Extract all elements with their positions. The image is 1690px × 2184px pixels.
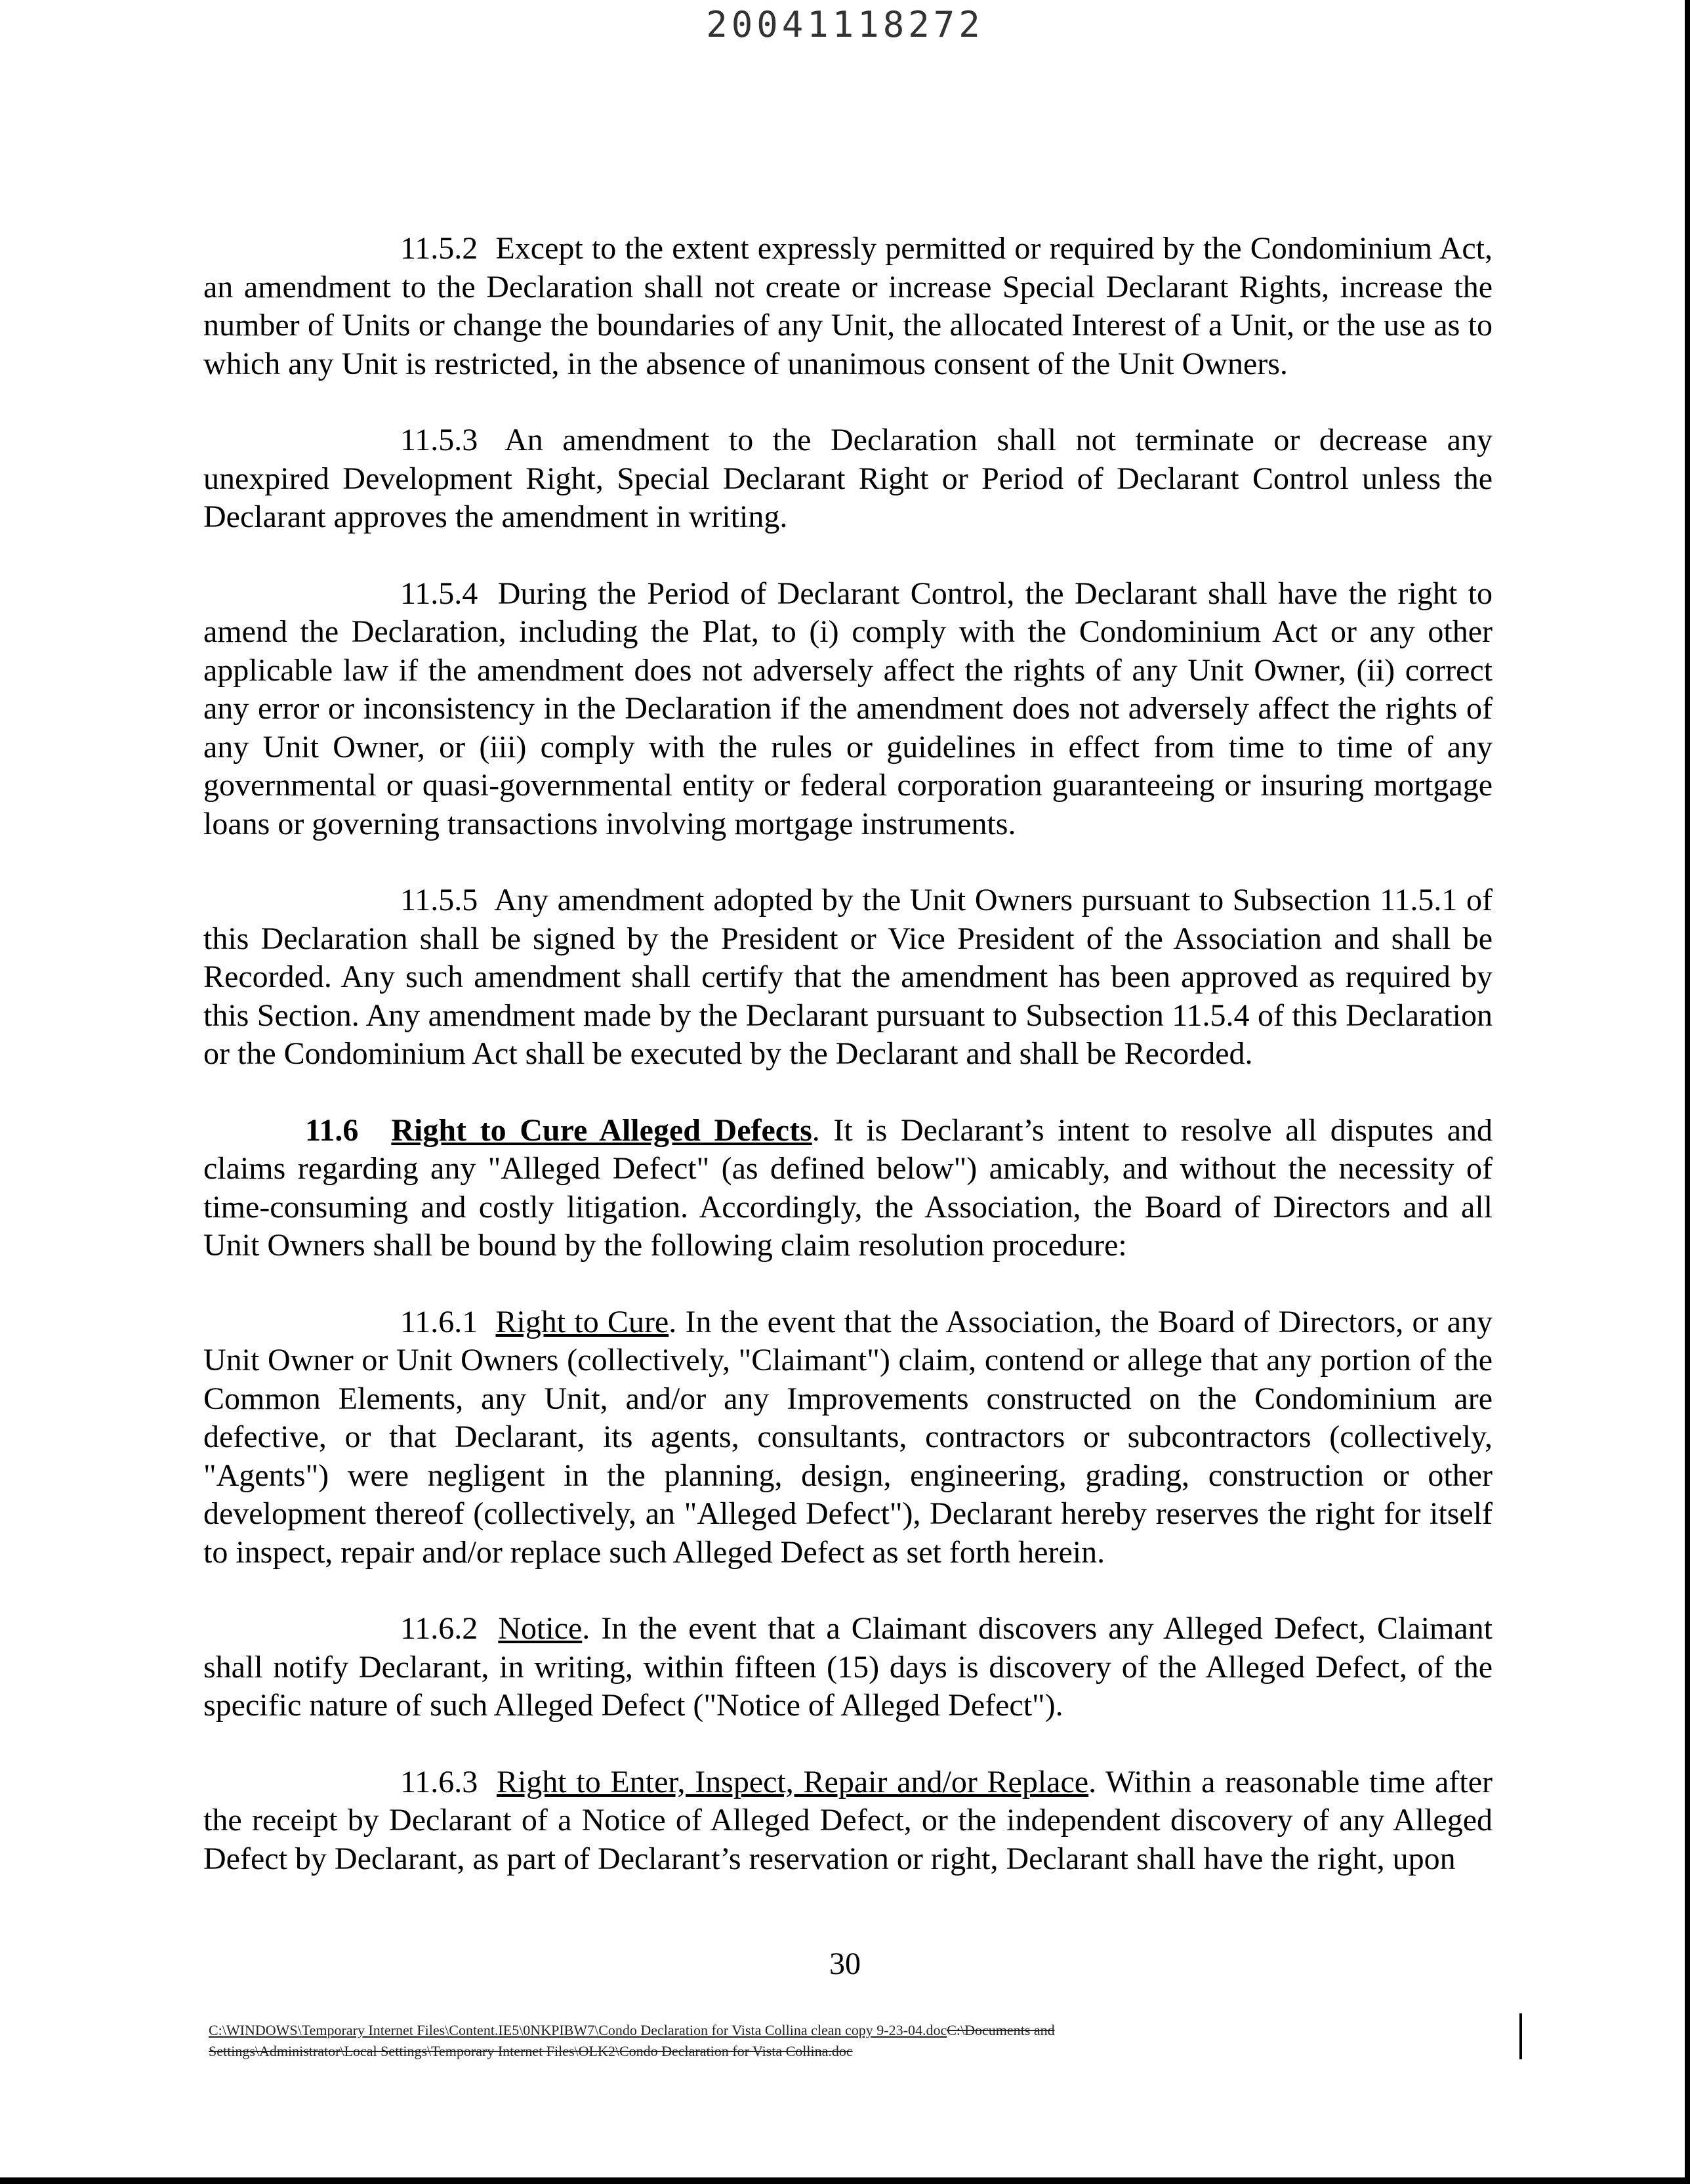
footer-struck-path-2: Settings\Administrator\Local Settings\Temporary Internet Files\OLK2\Condo Declaration for Vista Collina.doc <box>209 2043 853 2059</box>
revision-change-bar <box>1519 2013 1522 2059</box>
section-heading: Right to Cure Alleged Defects <box>391 1112 812 1148</box>
section-number: 11.5.2 <box>400 231 478 266</box>
paragraph-text: Any amendment adopted by the Unit Owners pursuant to Subsection 11.5.1 of this Declaration shall be signed by the President or Vice President of the Association and shall be Recorded. Any such amendment shall certify that the amendment has been approved as required by this Section. Any amendment made by the Declarant pursuant to Subsection 11.5.4 of this Declaration or the Condominium Act shall be executed by the Declarant and shall be Recorded. <box>203 883 1493 1071</box>
footer-struck-path-1: C:\Documents and <box>947 2022 1055 2038</box>
section-number: 11.5.4 <box>400 576 478 611</box>
section-number: 11.5.5 <box>400 883 478 917</box>
paragraph-text: An amendment to the Declaration shall not terminate or decrease any unexpired Development Right, Special Declarant Right or Period of Declarant Control unless the Declarant approves the amendment in writing. <box>203 423 1493 534</box>
paragraph-text: Except to the extent expressly permitted or required by the Condominium Act, an amendment to the Declaration shall not create or increase Special Declarant Rights, increase the number of Units or change the boundaries of any Unit, the allocated Interest of a Unit, or the use as to which any Unit is restricted, in the absence of unanimous consent of the Unit Owners. <box>203 231 1493 381</box>
scan-bottom-border <box>0 2177 1690 2184</box>
paragraph-11-5-4 <box>203 575 1493 844</box>
subsection-heading: Right to Cure <box>495 1304 669 1339</box>
paragraph-text: . In the event that the Association, the Board of Directors, or any Unit Owner or Unit Owners (collectively, "Claimant") claim, contend or allege that any portion of the Common Elements, any Unit, and/or any Improvements constructed on the Condominium are defective, or that Declarant, its agents, consultants, contractors or subcontractors (collectively, "Agents") were negligent in the planning, design, engineering, grading, construction or other development thereof (collectively, an "Alleged Defect"), Declarant hereby reserves the right for itself to inspect, repair and/or replace such Alleged Defect as set forth herein. <box>203 1304 1493 1570</box>
paragraph-text: During the Period of Declarant Control, the Declarant shall have the right to amend the Declaration, including the Plat, to (i) comply with the Condominium Act or any other applicable law if the amendment does not adversely affect the rights of any Unit Owner, (ii) correct any error or inconsistency in the Declaration if the amendment does not adversely affect the rights of any Unit Owner, or (iii) comply with the rules or guidelines in effect from time to time of any governmental or quasi-governmental entity or federal corporation guaranteeing or insuring mortgage loans or governing transactions involving mortgage instruments. <box>203 576 1493 841</box>
paragraph-text: . Within a reasonable time after the receipt by Declarant of a Notice of Alleged Defect, or the independent discovery of any Alleged Defect by Declarant, as part of Declarant’s reservation or right, Declarant shall have the right, upon <box>203 1764 1493 1876</box>
section-number: 11.6.1 <box>400 1304 478 1339</box>
paragraph-text: . In the event that a Claimant discovers any Alleged Defect, Claimant shall notify Declarant, in writing, within fifteen (15) days is discovery of the Alleged Defect, of the specific nature of such Alleged Defect ("Notice of Alleged Defect"). <box>203 1611 1493 1723</box>
section-number: 11.5.3 <box>400 423 478 457</box>
section-number: 11.6.3 <box>400 1764 478 1799</box>
footer-file-path <box>209 2020 1337 2062</box>
document-body <box>203 230 1493 1916</box>
section-number: 11.6.2 <box>400 1611 478 1646</box>
paragraph-11-5-5 <box>203 881 1493 1074</box>
paragraph-11-6-3 <box>203 1763 1493 1879</box>
paragraph-11-6-1 <box>203 1303 1493 1572</box>
paragraph-11-6-2 <box>203 1610 1493 1725</box>
paragraph-11-5-3 <box>203 421 1493 537</box>
footer-current-path: C:\WINDOWS\Temporary Internet Files\Content.IE5\0NKPIBW7\Condo Declaration for Vista Collina clean copy 9-23-04.doc <box>209 2022 947 2038</box>
subsection-heading: Notice <box>498 1611 583 1646</box>
paragraph-11-6 <box>203 1112 1493 1265</box>
page-number: 30 <box>829 1946 861 1981</box>
subsection-heading: Right to Enter, Inspect, Repair and/or Replace <box>496 1764 1089 1799</box>
section-number: 11.6 <box>305 1112 359 1148</box>
scan-right-border <box>1685 0 1690 2184</box>
paragraph-11-5-2 <box>203 230 1493 383</box>
scan-stamp-number: 20041118272 <box>706 4 984 45</box>
paragraph-text: . It is Declarant’s intent to resolve all disputes and claims regarding any "Alleged Defect" (as defined below") amicably, and without the necessity of time-consuming and costly litigation. Accordingly, the Association, the Board of Directors and all Unit Owners shall be bound by the following claim resolution procedure: <box>203 1112 1493 1263</box>
